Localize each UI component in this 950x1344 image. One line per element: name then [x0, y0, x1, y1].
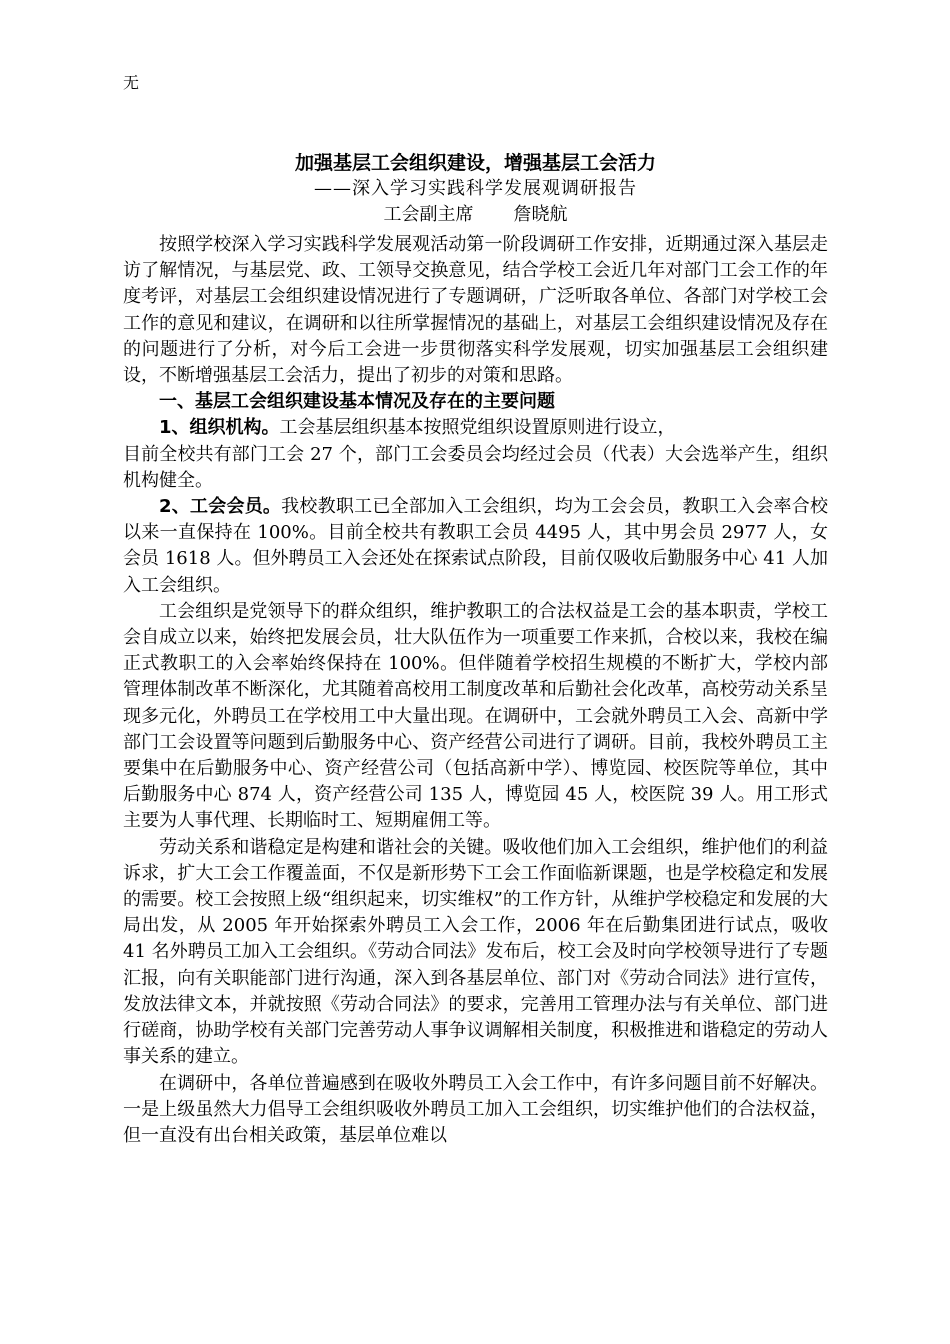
paragraph-item-1 — [123, 415, 828, 441]
paragraph-item-1-cont: 目前全校共有部门工会 27 个，部门工会委员会均经过会员（代表）大会选举产生，组织机构健全。 — [123, 443, 828, 491]
document-subtitle: ——深入学习实践科学发展观调研报告 — [314, 178, 637, 199]
paragraph-survey: 在调研中，各单位普遍感到在吸收外聘员工入会工作中，有许多问题目前不好解决。一是上级虽然大力倡导工会组织吸收外聘员工加入工会组织，切实维护他们的合法权益，但一直没有出台相关政策，基层单位难以 — [123, 1072, 828, 1146]
document-title: 加强基层工会组织建设，增强基层工会活力 — [294, 152, 656, 174]
item-2-lead: 2、工会会员。 — [159, 496, 282, 518]
document-body — [123, 150, 828, 1149]
item-1-lead: 1、组织机构。 — [159, 417, 280, 439]
paragraph-harmony: 劳动关系和谐稳定是构建和谐社会的关键。吸收他们加入工会组织，维护他们的利益诉求，扩大工会工作覆盖面，不仅是新形势下工会工作面临新课题，也是学校稳定和发展的需要。校工会按照上级“组织起来，切实维权”的工作方针，从维护学校稳定和发展的大局出发，从 2005 年开始探索外聘员工入会工作，2006 年在后勤集团进行试点，吸收 41 名外聘员工加入工会组织。《劳动合同法》发布后，校工会及时向学校领导进行了专题汇报，向有关职能部门进行沟通，深入到各基层单位、部门对《劳动合同法》进行宣传，发放法律文本，并就按照《劳动合同法》的要求，完善用工管理办法与有关单位、部门进行磋商，协助学校有关部门完善劳动人事争议调解相关制度，积极推进和谐稳定的劳动人事关系的建立。 — [123, 836, 828, 1068]
paragraph-item-2 — [123, 494, 828, 599]
paragraph-labor-union: 工会组织是党领导下的群众组织，维护教职工的合法权益是工会的基本职责，学校工会自成立以来，始终把发展会员，壮大队伍作为一项重要工作来抓，合校以来，我校在编正式教职工的入会率始终保持在 100%。但伴随着学校招生规模的不断扩大，学校内部管理体制改革不断深化，尤其随着高校用工制度改革和后勤社会化改革，高校劳动关系呈现多元化，外聘员工在学校用工中大量出现。在调研中，工会就外聘员工入会、高新中学部门工会设置等问题到后勤服务中心、资产经营公司进行了调研。目前，我校外聘员工主要集中在后勤服务中心、资产经营公司（包括高新中学）、博览园、校医院等单位，其中后勤服务中心 874 人，资产经营公司 135 人，博览园 45 人，校医院 39 人。用工形式主要为人事代理、长期临时工、短期雇佣工等。 — [123, 600, 828, 832]
item-2-text: 我校教职工已全部加入工会组织，均为工会会员，教职工入会率合校以来一直保持在 100%。目前全校共有教职工会员 4495 人，其中男会员 2977 人，女会员 1618 人。但外聘员工入会还处在探索试点阶段，目前仅吸收后勤服务中心 41 人加入工会组织。 — [123, 496, 828, 596]
author-line — [123, 202, 828, 228]
author-name: 詹晓航 — [513, 204, 568, 225]
header-mark: 无 — [123, 73, 140, 92]
section-heading-1: 一、基层工会组织建设基本情况及存在的主要问题 — [159, 391, 555, 413]
author-role: 工会副主席 — [383, 204, 474, 225]
item-1-text: 工会基层组织基本按照党组织设置原则进行设立， — [279, 417, 676, 439]
paragraph-intro: 按照学校深入学习实践科学发展观活动第一阶段调研工作安排，近期通过深入基层走访了解情况，与基层党、政、工领导交换意见，结合学校工会近几年对部门工会工作的年度考评，对基层工会组织建设情况进行了专题调研，广泛听取各单位、各部门对学校工会工作的意见和建议，在调研和以往所掌握情况的基础上，对基层工会组织建设情况及存在的问题进行了分析，对今后工会进一步贯彻落实科学发展观，切实加强基层工会组织建设，不断增强基层工会活力，提出了初步的对策和思路。 — [123, 234, 828, 387]
